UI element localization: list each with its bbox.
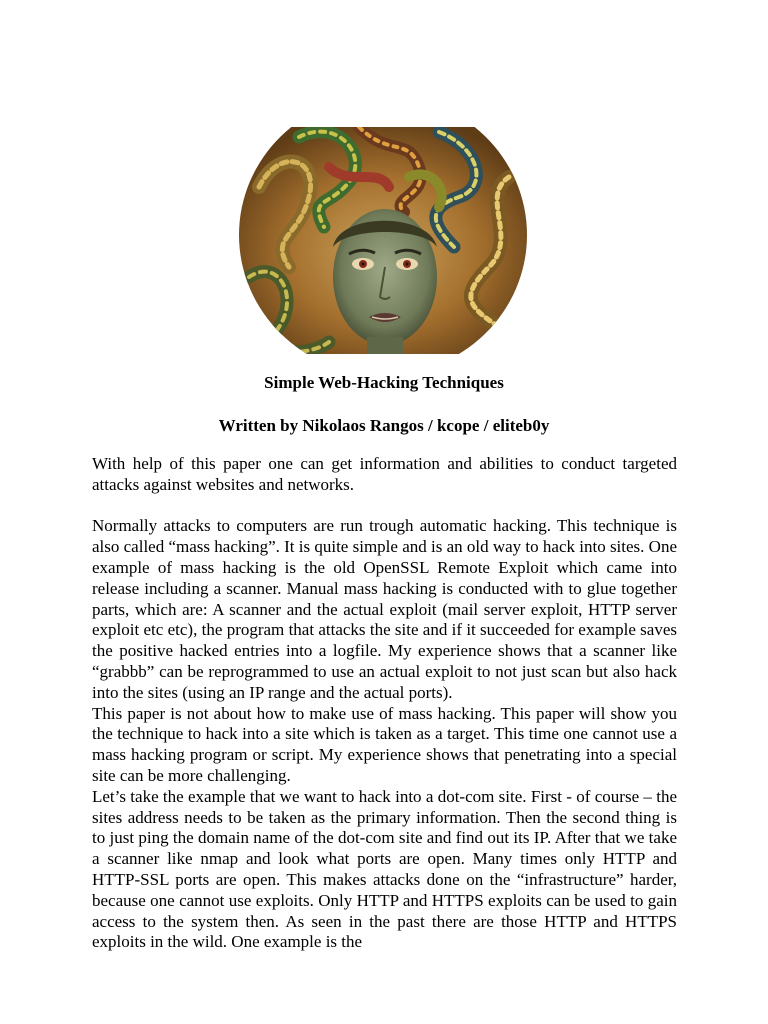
paragraph-dot-com-example: Let’s take the example that we want to hack into a dot-com site. First - of course – the sites address needs to be taken as the primary information. Then the second thing is to just ping the domain name of the dot-com site and find out its IP. After that we take a scanner like nmap and look what ports are open. Many times only HTTP and HTTP-SSL ports are open. This makes attacks done on the “infrastructure” harder, because one cannot use exploits. Only HTTP and HTTPS exploits can be used to gain access to the system then. As seen in the past there are those HTTP and HTTPS exploits in the wild. One example is the [92,786,677,952]
document-body [92,454,677,953]
document-title: Simple Web-Hacking Techniques [264,373,504,392]
paragraph-mass-hacking: Normally attacks to computers are run trough automatic hacking. This technique is also called “mass hacking”. It is quite simple and is an old way to hack into sites. One example of mass hacking is the old OpenSSL Remote Exploit which came into release including a scanner. Manual mass hacking is conducted with to glue together parts, which are: A scanner and the actual exploit (mail server exploit, HTTP server exploit etc etc), the program that attacks the site and if it succeeded for example saves the positive hacked entries into a logfile. My experience shows that a scanner like “grabbb” can be reprogrammed to use an actual exploit to not just scan but also hack into the sites (using an IP range and the actual ports). [92,516,677,702]
medusa-illustration [239,127,527,354]
paragraph-targeted-attack: This paper is not about how to make use of mass hacking. This paper will show you the technique to hack into a site which is taken as a target. This time one cannot use a mass hacking program or script. My experience shows that penetrating into a special site can be more challenging. [92,703,677,785]
document-byline: Written by Nikolaos Rangos / kcope / eliteb0y [218,416,550,435]
paragraph-intro: With help of this paper one can get information and abilities to conduct targeted attacks against websites and networks. [92,454,677,494]
medusa-illustration-graphic [239,127,527,354]
